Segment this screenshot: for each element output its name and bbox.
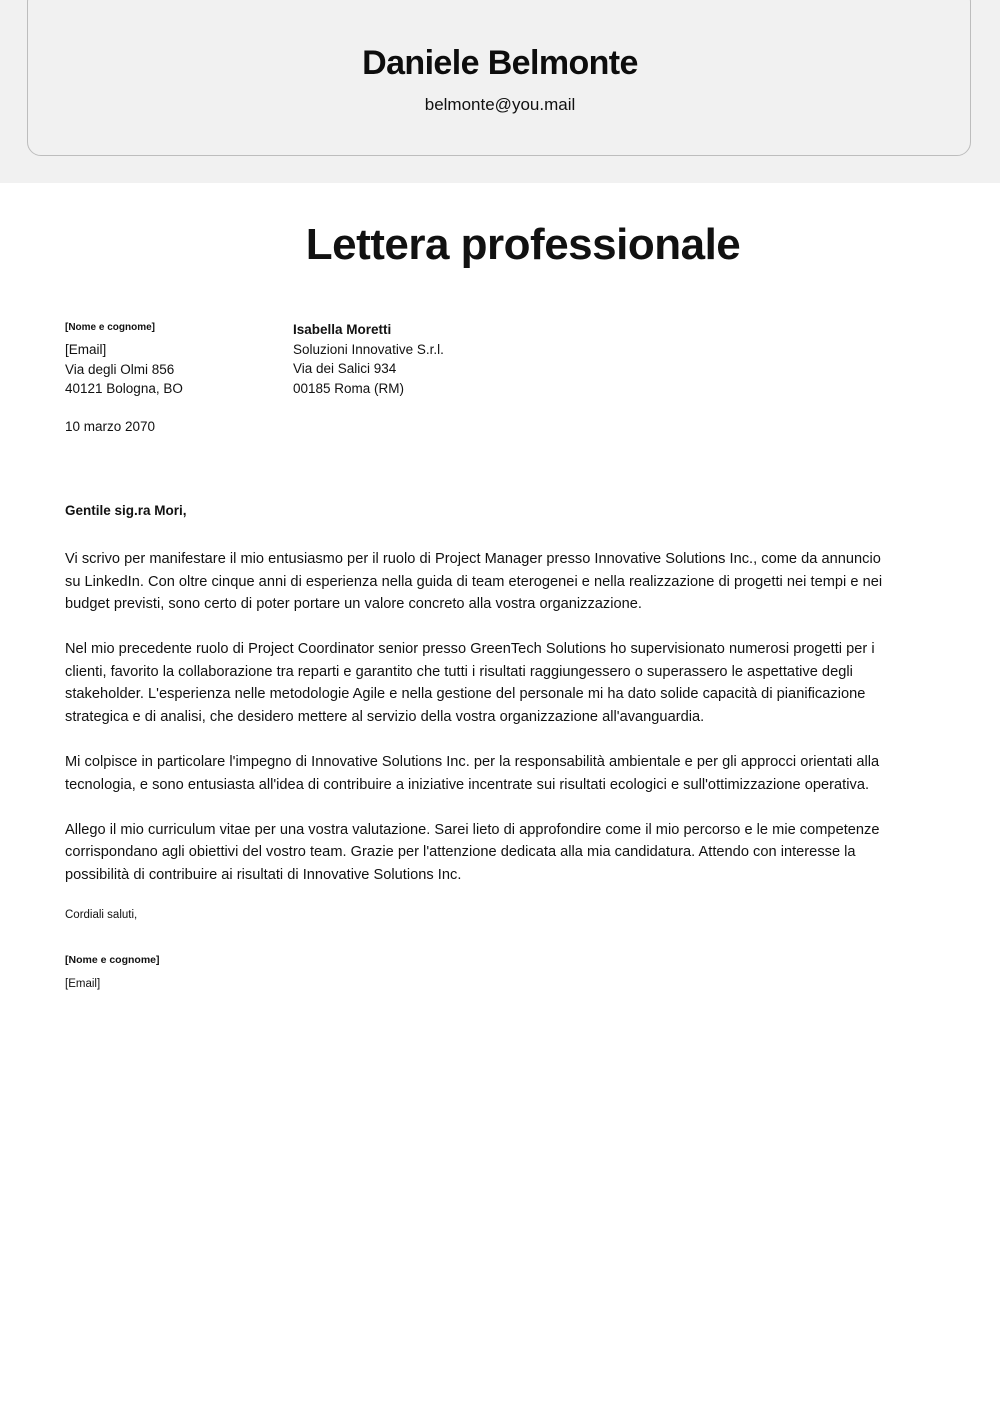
paragraph <box>65 819 945 887</box>
sender-name: [Nome e cognome] <box>65 322 156 333</box>
paragraph-line: strategica e di analisi, che desidero mettere al servizio della vostra organizzazione all'avanguardia. <box>65 709 705 726</box>
letter-body <box>65 548 945 909</box>
recipient-block <box>293 321 593 398</box>
signature-name: [Nome e cognome] <box>65 954 160 966</box>
letter-date: 10 marzo 2070 <box>65 419 156 434</box>
paragraph-line: stakeholder. L'esperienza nelle metodologie Agile e nella gestione del personale mi ha dato solide capacità di pianificazione <box>65 686 866 703</box>
paragraph-line: corrispondano agli obiettivi del vostro team. Grazie per l'attenzione dedicata alla mia candidatura. Attendo con interesse la <box>65 844 856 861</box>
sender-street: Via degli Olmi 856 <box>65 361 175 377</box>
signature-email: [Email] <box>65 978 101 990</box>
recipient-name: Isabella Moretti <box>293 322 392 337</box>
closing: Cordiali saluti, <box>65 909 138 921</box>
paragraph-line: clienti, favorito la collaborazione tra reparti e garantito che tutti i risultati raggiungessero o superassero le aspettative degli <box>65 663 853 680</box>
paragraph-line: Allego il mio curriculum vitae per una vostra valutazione. Sarei lieto di approfondire come il mio percorso e le mie competenze <box>65 821 880 838</box>
paragraph-line: Nel mio precedente ruolo di Project Coordinator senior presso GreenTech Solutions ho supervisionato numerosi progetti per i <box>65 641 875 658</box>
paragraph-line: tecnologia, e sono entusiasta all'idea di contribuire a iniziative incentrate sui risultati ecologici e sull'ottimizzazione operativa. <box>65 776 870 793</box>
paragraph <box>65 751 945 796</box>
document-title: Lettera professionale <box>305 220 741 269</box>
paragraph-line: budget previsti, sono certo di poter portare un valore concreto alla vostra organizzazione. <box>65 596 642 613</box>
greeting: Gentile sig.ra Mori, <box>65 503 187 518</box>
sender-block <box>65 321 275 399</box>
recipient-city: 00185 Roma (RM) <box>293 380 405 396</box>
paragraph-line: Mi colpisce in particolare l'impegno di Innovative Solutions Inc. per la responsabilità ambientale e per gli approcci orientati alla <box>65 754 880 771</box>
sender-email: [Email] <box>65 342 107 357</box>
header-name: Daniele Belmonte <box>362 44 638 82</box>
paragraph <box>65 638 945 728</box>
sender-city: 40121 Bologna, BO <box>65 381 183 396</box>
recipient-company: Soluzioni Innovative S.r.l. <box>293 341 444 357</box>
paragraph-line: su LinkedIn. Con oltre cinque anni di esperienza nella guida di team eterogenei e nella realizzazione di progetti nei tempi e nei <box>65 573 883 590</box>
header-email: belmonte@you.mail <box>424 95 576 114</box>
paragraph-line: Vi scrivo per manifestare il mio entusiasmo per il ruolo di Project Manager presso Innovative Solutions Inc., come da annuncio <box>65 551 881 567</box>
paragraph-line: possibilità di contribuire ai risultati di Innovative Solutions Inc. <box>65 867 462 884</box>
paragraph <box>65 548 945 616</box>
recipient-street: Via dei Salici 934 <box>293 361 397 376</box>
